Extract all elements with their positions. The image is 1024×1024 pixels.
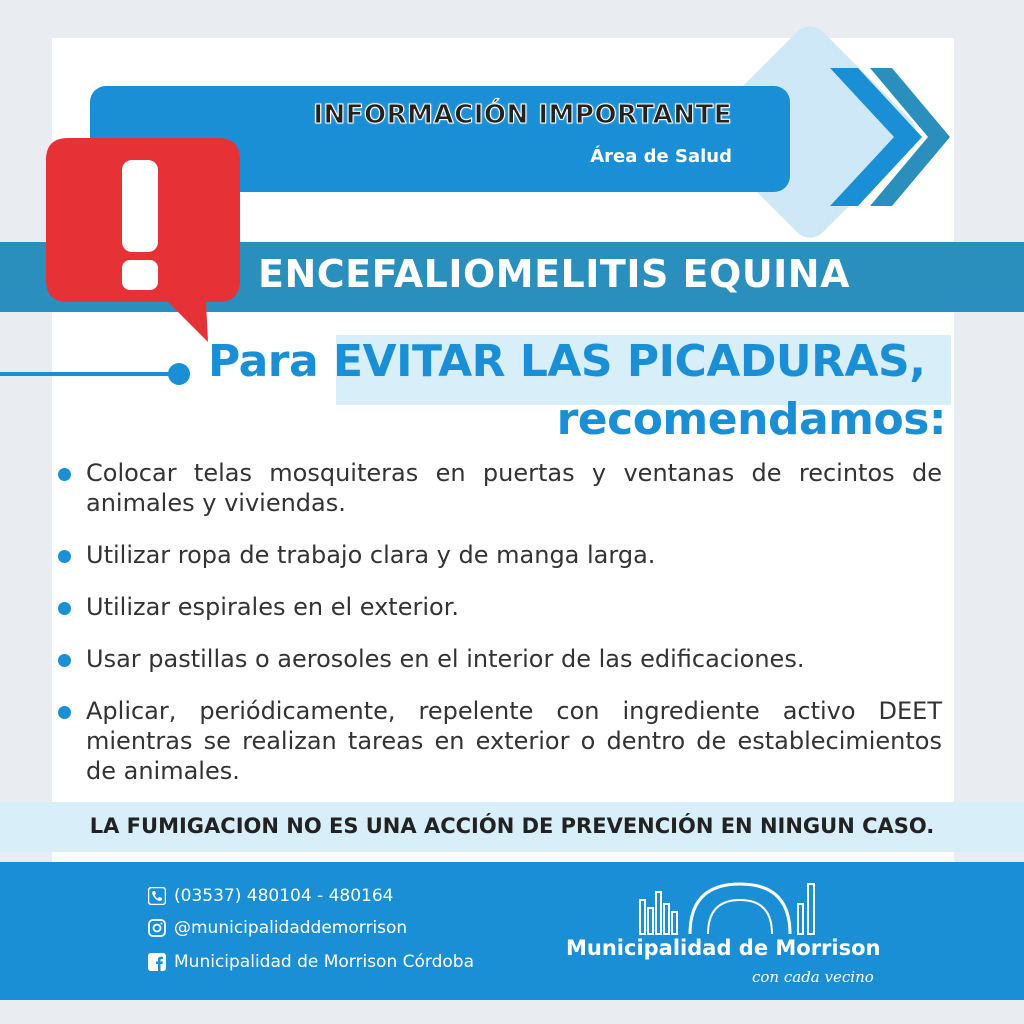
header-subtitle: Área de Salud	[590, 146, 732, 167]
recommendation-list	[58, 458, 942, 786]
phone-text: (03537) 480104 - 480164	[174, 886, 394, 906]
heading-prefix: Para	[208, 336, 319, 387]
list-item: Utilizar ropa de trabajo clara y de manga larga.	[58, 540, 942, 570]
phone-icon	[148, 887, 166, 905]
facebook-text: Municipalidad de Morrison Córdoba	[174, 952, 474, 972]
instagram-text: @municipalidaddemorrison	[174, 918, 408, 938]
bullet-icon	[58, 706, 71, 719]
instagram-icon	[148, 919, 166, 937]
municipality-name: Municipalidad de Morrison	[566, 936, 881, 960]
warning-text: LA FUMIGACION NO ES UNA ACCIÓN DE PREVENCIÓN EN NINGUN CASO.	[89, 814, 935, 838]
municipality-logo	[630, 878, 830, 936]
list-item: Aplicar, periódicamente, repelente con ingrediente activo DEET mientras se realizan tareas en exterior o dentro de establecimientos de animales.	[58, 696, 942, 786]
heading-line-1	[208, 336, 925, 387]
exclamation-speech-bubble-icon	[38, 130, 248, 350]
instagram-contact[interactable]	[148, 918, 407, 938]
bullet-icon	[58, 602, 71, 615]
bullet-icon	[58, 550, 71, 563]
accent-line	[0, 372, 178, 376]
accent-dot	[168, 363, 190, 385]
heading-highlight-text: EVITAR LAS PICADURAS,	[332, 336, 926, 387]
warning-bar	[0, 802, 1024, 852]
header-title: INFORMACIÓN IMPORTANTE	[313, 100, 732, 130]
list-item: Colocar telas mosquiteras en puertas y ventanas de recintos de animales y viviendas.	[58, 458, 942, 518]
phone-contact	[148, 886, 393, 906]
municipality-slogan: con cada vecino	[752, 968, 874, 986]
chevron-right-icon	[800, 62, 960, 212]
list-item: Usar pastillas o aerosoles en el interior de las edificaciones.	[58, 644, 942, 674]
bullet-icon	[58, 468, 71, 481]
list-item: Utilizar espirales en el exterior.	[58, 592, 942, 622]
footer	[0, 862, 1024, 1000]
facebook-contact[interactable]	[148, 952, 474, 972]
bottom-strip	[0, 1000, 1024, 1024]
facebook-icon	[148, 953, 166, 971]
bullet-icon	[58, 654, 71, 667]
heading-line-2: recomendamos:	[556, 394, 946, 445]
disease-title: ENCEFALIOMELITIS EQUINA	[258, 252, 851, 296]
